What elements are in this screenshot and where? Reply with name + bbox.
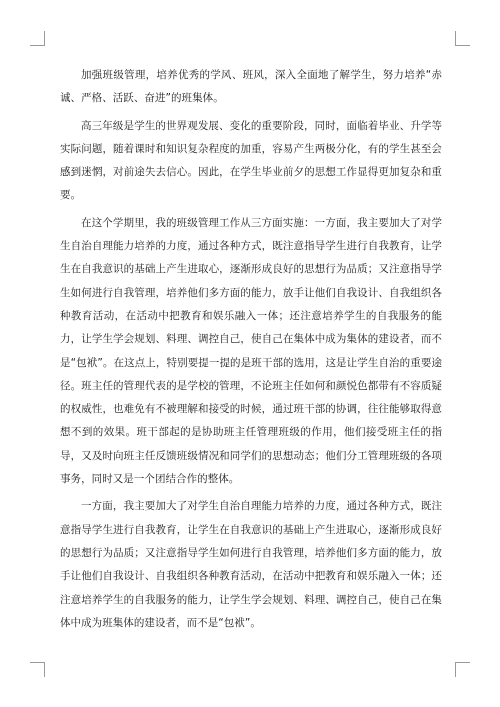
document-body: [60, 64, 442, 639]
paragraph-3: 在这个学期里，我的班级管理工作从三方面实施：一方面，我主要加大了对学生自治自理能力培养的力度，通过各种方式，既注意指导学生进行自我教育，让学生在自我意识的基础上产生进取心，逐渐形成良好的思想行为品质；又注意指导学生如何进行自我管理，培养他们多方面的能力，放手让他们自我设计、自我组织各种教育活动，在活动中把教育和娱乐融入一体；还注意培养学生的自我服务的能力，让学生学会规划、料理、调控自己，使自己在集体中成为集体的建设者，而不是“包袱”。在这点上，特别要提一提的是班干部的选用，这是让学生自治的重要途径。班主任的管理代表的是学校的管理，不论班主任如何和颜悦色都带有不容质疑的权威性，也难免有不被理解和接受的时候，通过班干部的协调，往往能够取得意想不到的效果。班干部起的是协助班主任管理班级的作用，他们接受班主任的指导，又及时向班主任反馈班级情况和同学们的思想动态；他们分工管理班级的各项事务，同时又是一个团结合作的整体。: [60, 216, 442, 486]
paragraph-1: 加强班级管理，培养优秀的学风、班风，深入全面地了解学生，努力培养“赤诚、严格、活跃、奋进”的班集体。: [60, 69, 442, 105]
paragraph-2: 高三年级是学生的世界观发展、变化的重要阶段，同时，面临着毕业、升学等实际问题，随着课时和知识复杂程度的加重，容易产生两极分化，有的学生甚至会感到迷惘，对前途失去信心。因此，在学生毕业前夕的思想工作显得更加复杂和重要。: [60, 119, 442, 202]
crop-mark-top-right: [455, 31, 470, 46]
crop-mark-bottom-right: [455, 662, 470, 677]
paragraph-4: 一方面，我主要加大了对学生自治自理能力培养的力度，通过各种方式，既注意指导学生进行自我教育，让学生在自我意识的基础上产生进取心，逐渐形成良好的思想行为品质；又注意指导学生如何进行自我管理，培养他们多方面的能力，放手让他们自我设计、自我组织各种教育活动，在活动中把教育和娱乐融入一体；还注意培养学生的自我服务的能力，让学生学会规划、料理、调控自己，使自己在集体中成为班集体的建设者，而不是“包袱”。: [60, 500, 442, 629]
crop-mark-top-left: [30, 31, 45, 46]
crop-mark-bottom-left: [30, 662, 45, 677]
